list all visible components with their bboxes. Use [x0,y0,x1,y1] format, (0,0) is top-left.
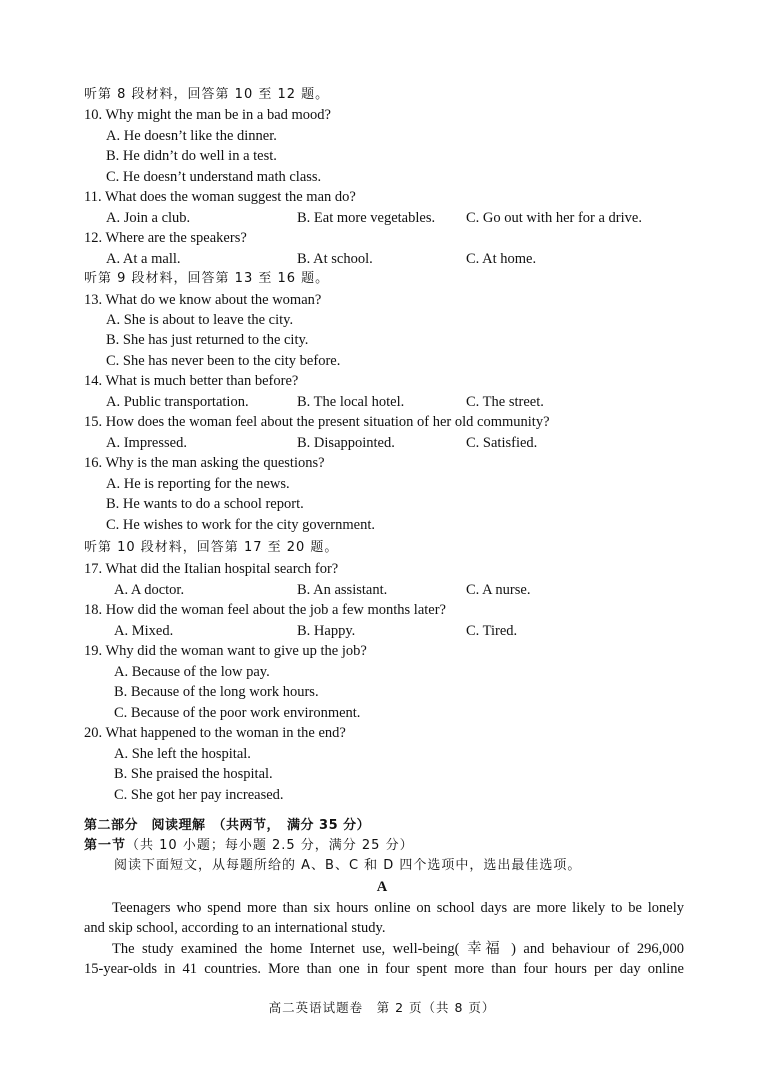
section9-header: 听第 9 段材料，回答第 13 至 16 题。 [84,271,330,286]
question-12-option-a: A. At a mall. [106,251,181,267]
question-13-option-a: A. She is about to leave the city. [106,312,294,328]
section1-detail: （共 10 小题；每小题 2.5 分，满分 25 分） [126,838,414,853]
question-13-stem: 13. What do we know about the woman? [84,292,322,308]
question-19-option-b: B. Because of the long work hours. [114,684,319,700]
question-14-option-a: A. Public transportation. [106,394,249,410]
question-12-option-b: B. At school. [297,251,373,267]
question-15-stem: 15. How does the woman feel about the present situation of her old community? [84,414,550,430]
question-20-stem: 20. What happened to the woman in the end? [84,725,346,741]
question-20-option-c: C. She got her pay increased. [114,787,284,803]
question-19-stem: 19. Why did the woman want to give up the job? [84,643,367,659]
question-11-option-c: C. Go out with her for a drive. [466,210,642,226]
question-17-option-c: C. A nurse. [466,582,531,598]
section10-header: 听第 10 段材料，回答第 17 至 20 题。 [84,540,339,555]
page-footer: 高二英语试题卷 第 2 页（共 8 页） [268,1000,496,1015]
question-16-stem: 16. Why is the man asking the questions? [84,455,325,471]
question-10-option-b: B. He didn’t do well in a test. [106,148,277,164]
question-15-option-c: C. Satisfied. [466,435,538,451]
passage-line-3: The study examined the home Internet use, well-being( 幸福 ) and behaviour of 296,000 [112,941,684,957]
question-11-option-a: A. Join a club. [106,210,191,226]
section8-header: 听第 8 段材料，回答第 10 至 12 题。 [84,87,330,102]
question-16-option-a: A. He is reporting for the news. [106,476,290,492]
question-14-stem: 14. What is much better than before? [84,373,299,389]
passage-line-4: 15-year-olds in 41 countries. More than one in four spent more than four hours per day online [84,961,684,977]
passage-line-1: Teenagers who spend more than six hours online on school days are more likely to be lonely [112,900,684,916]
question-18-option-c: C. Tired. [466,623,518,639]
question-13-option-c: C. She has never been to the city before. [106,353,341,369]
section1-heading [84,837,414,855]
question-18-option-a: A. Mixed. [114,623,174,639]
question-19-option-a: A. Because of the low pay. [114,664,270,680]
question-17-option-a: A. A doctor. [114,582,185,598]
question-10-option-a: A. He doesn’t like the dinner. [106,128,277,144]
passage-label: A [376,879,388,895]
reading-instructions: 阅读下面短文，从每题所给的 A、B、C 和 D 四个选项中，选出最佳选项。 [114,858,582,873]
section1-title: 第一节 [84,838,127,853]
question-15-option-a: A. Impressed. [106,435,187,451]
question-15-option-b: B. Disappointed. [297,435,395,451]
question-20-option-b: B. She praised the hospital. [114,766,273,782]
question-18-option-b: B. Happy. [297,623,356,639]
question-17-option-b: B. An assistant. [297,582,388,598]
question-18-stem: 18. How did the woman feel about the job a few months later? [84,602,446,618]
question-14-option-c: C. The street. [466,394,544,410]
question-19-option-c: C. Because of the poor work environment. [114,705,361,721]
passage-line-2: and skip school, according to an international study. [84,920,386,936]
question-16-option-c: C. He wishes to work for the city government. [106,517,376,533]
question-14-option-b: B. The local hotel. [297,394,405,410]
part2-title: 第二部分 阅读理解 （共两节， 满分 35 分） [84,818,371,833]
question-10-stem: 10. Why might the man be in a bad mood? [84,107,331,123]
question-20-option-a: A. She left the hospital. [114,746,251,762]
question-12-stem: 12. Where are the speakers? [84,230,247,246]
question-16-option-b: B. He wants to do a school report. [106,496,304,512]
question-13-option-b: B. She has just returned to the city. [106,332,309,348]
question-10-option-c: C. He doesn’t understand math class. [106,169,322,185]
question-17-stem: 17. What did the Italian hospital search for? [84,561,339,577]
question-11-option-b: B. Eat more vegetables. [297,210,436,226]
question-12-option-c: C. At home. [466,251,537,267]
question-11-stem: 11. What does the woman suggest the man do? [84,189,356,205]
